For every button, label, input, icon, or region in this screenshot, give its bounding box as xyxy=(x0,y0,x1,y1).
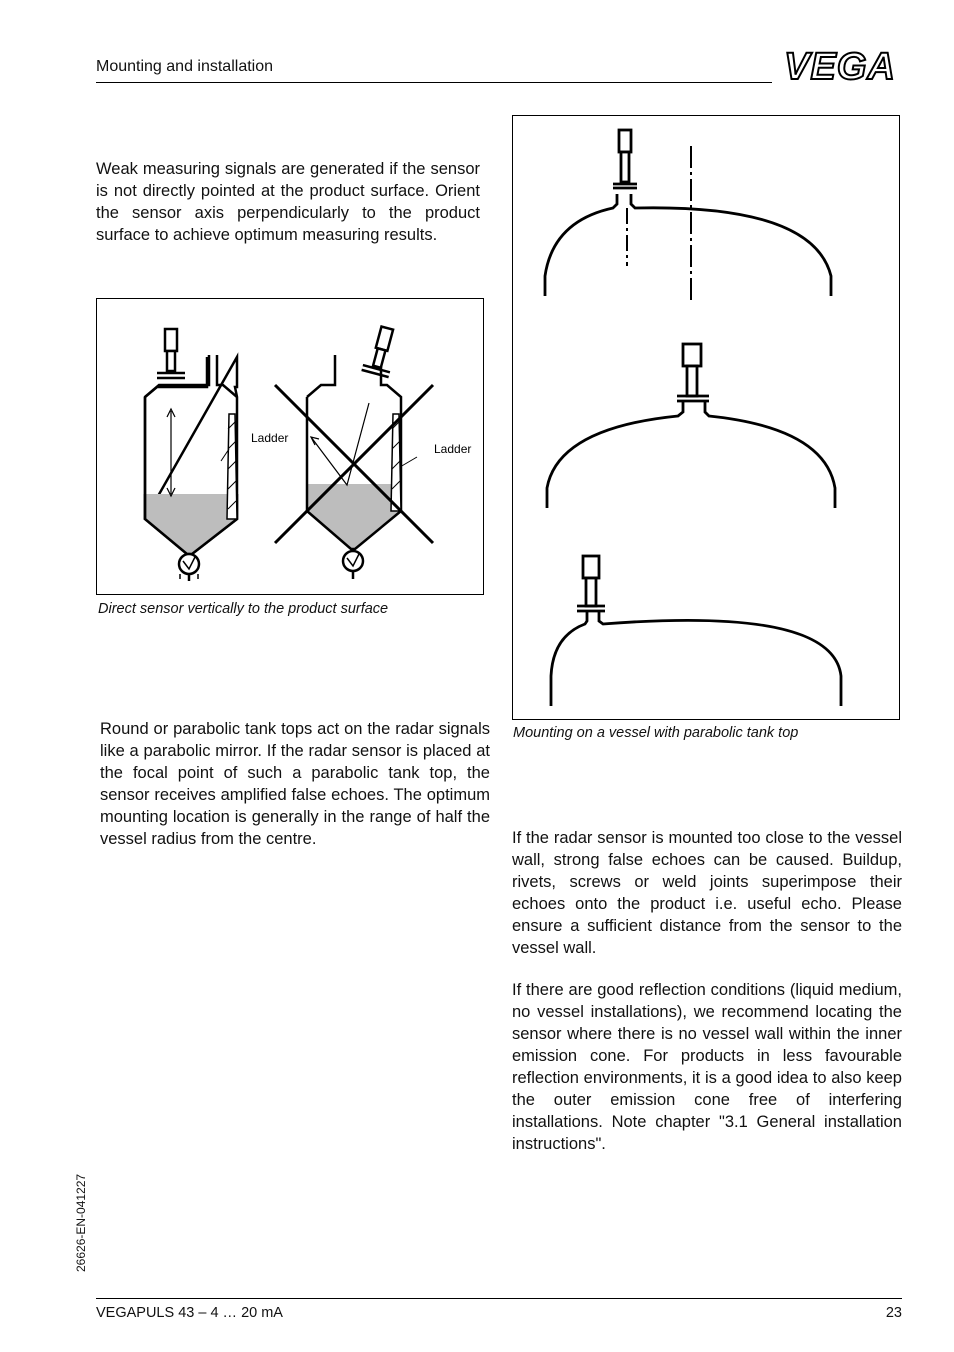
section-title: Mounting and installation xyxy=(96,58,274,75)
figure1-caption: Direct sensor vertically to the product surface xyxy=(98,601,389,617)
header-rule xyxy=(96,82,772,83)
figure-parabolic-tank xyxy=(512,115,900,720)
reflection-paragraph: If there are good reflection conditions (liquid medium, no vessel installations), we recommend locating the sensor where there is no vessel wall within the inner emission cone. For products in less favourable reflection environments, it is a good idea to also keep the outer emission cone free of interfering installations. Note chapter "3.1 General installation instructions". xyxy=(512,981,902,1153)
figure-sensor-orientation xyxy=(96,298,484,595)
tank-orientation-diagram xyxy=(97,299,483,594)
incorrect-tank xyxy=(275,324,433,579)
correct-tank xyxy=(145,329,237,581)
parabolic-paragraph: Round or parabolic tank tops act on the radar signals like a parabolic mirror. If the radar sensor is placed at the focal point of such a parabolic tank top, the sensor receives amplified false echoes. The optimum mounting location is generally in the range of half the vessel radius from the centre. xyxy=(100,720,490,848)
vega-logo xyxy=(778,46,902,86)
page-number: 23 xyxy=(885,1305,902,1321)
svg-text:VEGA: VEGA xyxy=(784,46,896,86)
ladder-label-right: Ladder xyxy=(434,442,472,456)
wall-distance-paragraph: If the radar sensor is mounted too close to the vessel wall, strong false echoes can be caused. Buildup, rivets, screws or weld joints superimpose their echoes onto the product i.e. useful echo. Please ensure a sufficient distance from the sensor to the vessel wall. xyxy=(512,829,902,957)
footer-rule xyxy=(96,1298,902,1299)
parabolic-tank-diagram xyxy=(513,116,899,719)
orientation-paragraph: Weak measuring signals are generated if the sensor is not directly pointed at the product surface. Orient the sensor axis perpendicularly to the product surface to achieve optimum measuring results. xyxy=(96,160,480,244)
document-id: 26626-EN-041227 xyxy=(74,1173,88,1272)
ladder-label-left: Ladder xyxy=(251,431,289,445)
footer-product: VEGAPULS 43 – 4 … 20 mA xyxy=(96,1305,283,1321)
figure2-caption: Mounting on a vessel with parabolic tank top xyxy=(513,725,799,741)
